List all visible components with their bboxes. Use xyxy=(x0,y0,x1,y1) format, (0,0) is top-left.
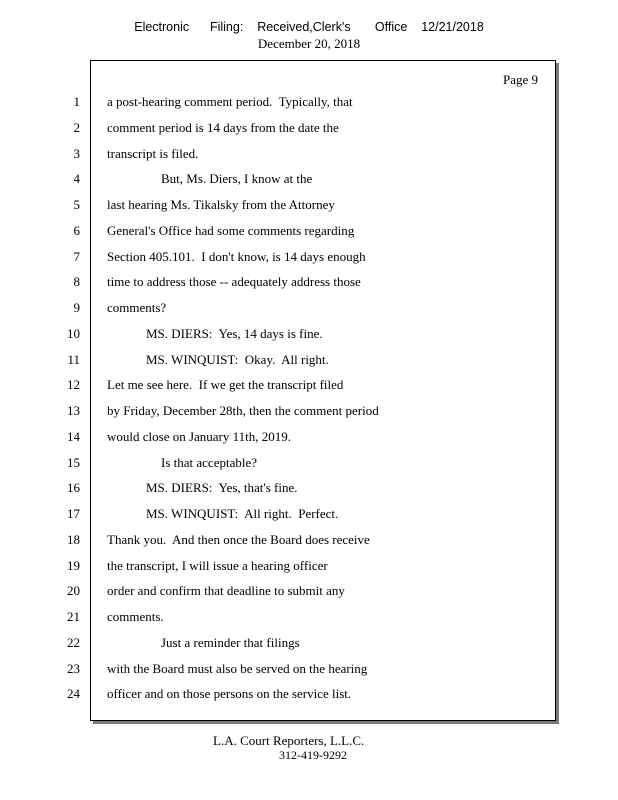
line-number: 14 xyxy=(67,429,80,444)
transcript-line: MS. WINQUIST: All right. Perfect. xyxy=(146,506,339,521)
line-number: 2 xyxy=(73,120,80,135)
page-number: Page 9 xyxy=(503,72,539,87)
line-number: 11 xyxy=(67,352,80,367)
line-number: 21 xyxy=(67,609,80,624)
line-number: 20 xyxy=(67,583,80,598)
line-number: 23 xyxy=(67,661,80,676)
transcript-line: time to address those -- adequately address those xyxy=(107,274,361,289)
transcript-line: General's Office had some comments regarding xyxy=(107,223,355,238)
line-number: 13 xyxy=(67,403,80,418)
reporter-phone: 312-419-9292 xyxy=(279,748,347,762)
line-number: 18 xyxy=(67,532,80,547)
line-number: 19 xyxy=(67,558,80,573)
transcript-line: a post-hearing comment period. Typically, that xyxy=(107,94,353,109)
reporter-company: L.A. Court Reporters, L.L.C. xyxy=(213,733,365,748)
transcript-line: MS. WINQUIST: Okay. All right. xyxy=(146,352,329,367)
line-number: 10 xyxy=(67,326,80,341)
transcript-line: with the Board must also be served on the hearing xyxy=(107,661,368,676)
filing-date: December 20, 2018 xyxy=(257,36,361,51)
transcript-line: MS. DIERS: Yes, 14 days is fine. xyxy=(146,326,323,341)
line-number: 22 xyxy=(67,635,80,650)
transcript-line: Thank you. And then once the Board does receive xyxy=(107,532,370,547)
transcript-line: Is that acceptable? xyxy=(161,455,257,470)
line-number: 16 xyxy=(67,480,80,495)
transcript-line: MS. DIERS: Yes, that's fine. xyxy=(146,480,298,495)
transcript-line: officer and on those persons on the service list. xyxy=(107,686,352,701)
transcript-line: comments. xyxy=(107,609,164,624)
transcript-line: by Friday, December 28th, then the comment period xyxy=(107,403,379,418)
line-number: 1 xyxy=(73,94,80,109)
transcript-line: comment period is 14 days from the date the xyxy=(107,120,339,135)
transcript-line: order and confirm that deadline to submit any xyxy=(107,583,345,598)
transcript-line: last hearing Ms. Tikalsky from the Attorney xyxy=(107,197,335,212)
line-number: 24 xyxy=(67,686,80,701)
line-number: 12 xyxy=(67,377,80,392)
line-number: 8 xyxy=(73,274,80,289)
line-number: 17 xyxy=(67,506,80,521)
transcript-line: transcript is filed. xyxy=(107,146,199,161)
transcript-line: Just a reminder that filings xyxy=(161,635,300,650)
transcript-line: Section 405.101. I don't know, is 14 days enough xyxy=(107,249,366,264)
line-number: 6 xyxy=(73,223,80,238)
line-number: 5 xyxy=(73,197,80,212)
transcript-line: the transcript, I will issue a hearing officer xyxy=(107,558,328,573)
line-number: 15 xyxy=(67,455,80,470)
line-number: 3 xyxy=(73,146,80,161)
transcript-line: Let me see here. If we get the transcript filed xyxy=(107,377,344,392)
transcript-line: would close on January 11th, 2019. xyxy=(107,429,292,444)
transcript-line: But, Ms. Diers, I know at the xyxy=(161,171,313,186)
line-number: 7 xyxy=(73,249,80,264)
transcript-line: comments? xyxy=(107,300,167,315)
line-number: 4 xyxy=(73,171,80,186)
line-number: 9 xyxy=(73,300,80,315)
filing-stamp: Electronic Filing: Received,Clerk's Office 12/21/2018 xyxy=(134,20,484,34)
